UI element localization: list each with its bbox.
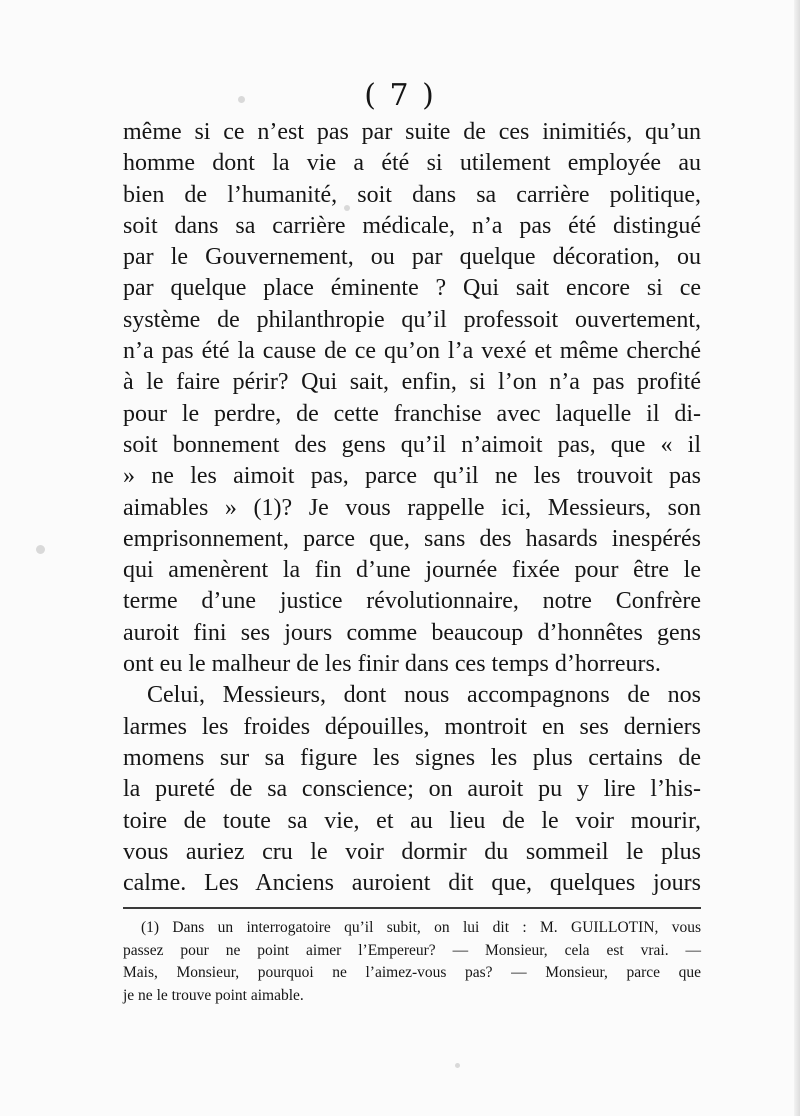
text-line: larmes les froides dépouilles, montroit en ses derniers xyxy=(123,713,701,740)
paper-speck xyxy=(36,545,45,554)
text-line: la pureté de sa conscience; on auroit pu y lire l’his- xyxy=(123,776,701,803)
text-line: même si ce n’est pas par suite de ces inimitiés, qu’un xyxy=(123,119,701,145)
footnote-divider xyxy=(123,907,701,909)
text-line: calme. Les Anciens auroient dit que, quelques jours xyxy=(123,870,701,897)
footnote xyxy=(123,917,701,1007)
page-edge-shadow xyxy=(794,0,800,1116)
text-line: momens sur sa figure les signes les plus certains de xyxy=(123,744,701,771)
text-line: bien de l’humanité, soit dans sa carrière politique, xyxy=(123,181,701,208)
footnote-line: (1) Dans un interrogatoire qu’il subit, on lui dit : M. GUILLOTIN, vous xyxy=(141,919,701,936)
text-line: soit dans sa carrière médicale, n’a pas été distingué xyxy=(123,212,701,239)
text-line: » ne les aimoit pas, parce qu’il ne les trouvoit pas xyxy=(123,463,701,490)
text-line: vous auriez cru le voir dormir du sommeil le plus xyxy=(123,838,701,865)
text-line: emprisonnement, parce que, sans des hasards inespérés xyxy=(123,525,701,552)
text-line: auroit fini ses jours comme beaucoup d’honnêtes gens xyxy=(123,619,701,646)
footnote-line: Mais, Monsieur, pourquoi ne l’aimez-vous pas? — Monsieur, parce que xyxy=(123,964,701,981)
text-line: n’a pas été la cause de ce qu’on l’a vexé et même cherché xyxy=(123,338,701,365)
text-line: qui amenèrent la fin d’une journée fixée pour être le xyxy=(123,557,701,584)
text-line: homme dont la vie a été si utilement employée au xyxy=(123,150,701,177)
text-line: soit bonnement des gens qu’il n’aimoit pas, que « il xyxy=(123,431,701,458)
footnote-line: passez pour ne point aimer l’Empereur? — Monsieur, cela est vrai. — xyxy=(123,941,701,959)
text-line: par le Gouvernement, ou par quelque décoration, ou xyxy=(123,244,701,271)
text-line: ont eu le malheur de les finir dans ces temps d’horreurs. xyxy=(123,651,661,678)
text-line: système de philanthropie qu’il professoit ouvertement, xyxy=(123,306,701,333)
text-line: à le faire périr? Qui sait, enfin, si l’on n’a pas profité xyxy=(123,369,701,396)
paper-speck xyxy=(455,1063,460,1068)
page-number: ( 7 ) xyxy=(364,78,436,113)
text-line: terme d’une justice révolutionnaire, notre Confrère xyxy=(123,588,701,615)
text-line: Celui, Messieurs, dont nous accompagnons de nos xyxy=(147,682,701,709)
text-line: par quelque place éminente ? Qui sait encore si ce xyxy=(123,275,701,302)
text-line: pour le perdre, de cette franchise avec laquelle il di- xyxy=(123,400,701,427)
text-line: aimables » (1)? Je vous rappelle ici, Messieurs, son xyxy=(123,494,701,521)
footnote-line: je ne le trouve point aimable. xyxy=(123,986,304,1004)
body-text xyxy=(123,117,701,899)
text-line: toire de toute sa vie, et au lieu de le voir mourir, xyxy=(123,807,701,834)
